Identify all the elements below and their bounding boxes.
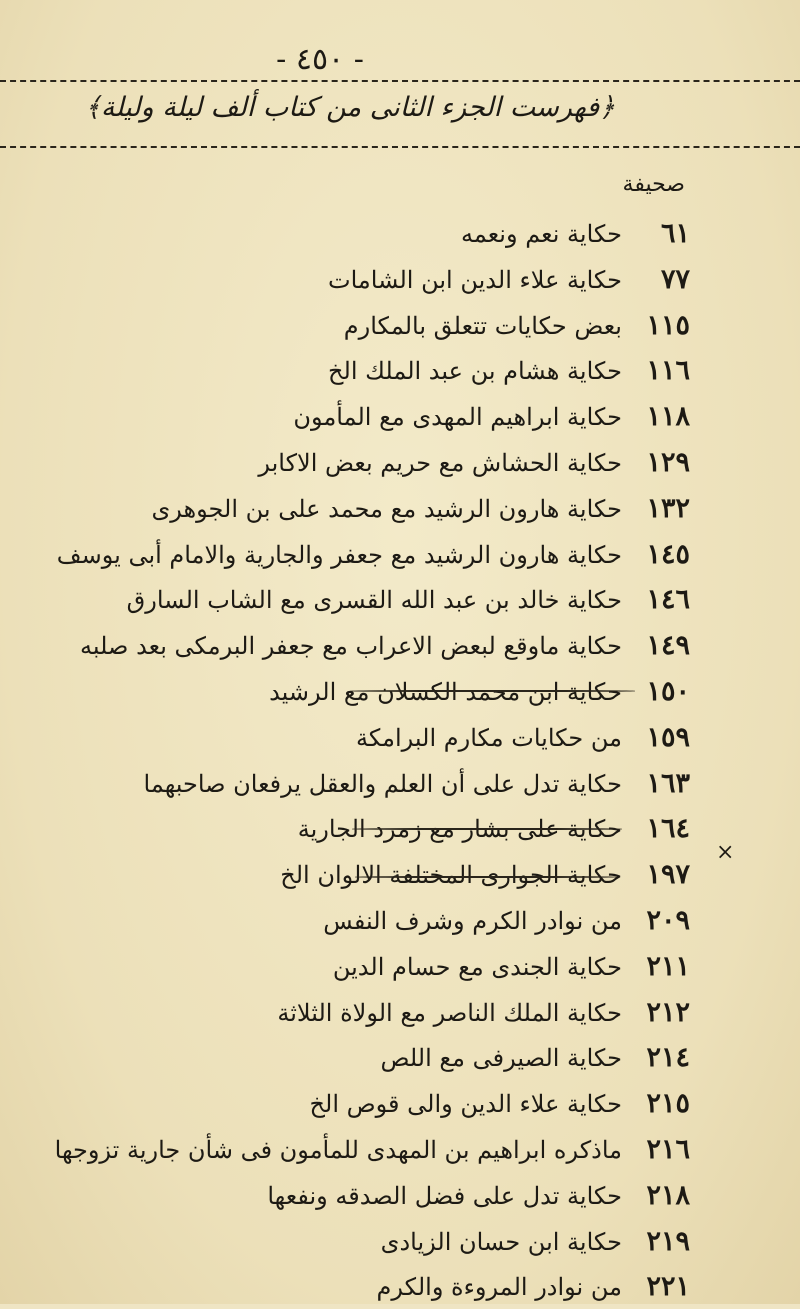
toc-entry [0, 899, 800, 943]
toc-entry [0, 1174, 800, 1218]
toc-entry-title: حكاية على بشار مع زمرد الجارية [297, 815, 622, 844]
toc-entry-title: حكاية علاء الدين والى قوص الخ [309, 1090, 622, 1119]
toc-page-number: ٢١٩ [646, 1225, 690, 1257]
toc-page-number: ١١٨ [646, 401, 690, 433]
table-of-contents [0, 212, 800, 1303]
toc-entry-title: من نوادر الكرم وشرف النفس [323, 907, 622, 935]
toc-entry-title: حكاية خالد بن عبد الله القسرى مع الشاب السارق [126, 586, 622, 615]
toc-entry [0, 716, 800, 760]
toc-page-number: ١٢٩ [646, 447, 690, 478]
toc-page-number: ٢١٢ [646, 996, 690, 1028]
toc-entry [0, 441, 800, 485]
toc-entry-title: حكاية ابراهيم المهدى مع المأمون [293, 403, 622, 432]
top-dashed-rule [0, 80, 800, 82]
toc-page-number: ١٣٢ [646, 492, 690, 524]
toc-page-number: ٦١ [660, 218, 690, 249]
toc-entry [0, 1082, 800, 1126]
toc-entry-title: حكاية هارون الرشيد مع محمد على بن الجوهرى [151, 494, 622, 523]
toc-entry [0, 1220, 800, 1264]
toc-entry [0, 212, 800, 256]
page-column-header: صحيفة [622, 172, 685, 197]
toc-entry [0, 304, 800, 348]
toc-page-number: ١٦٣ [646, 767, 690, 799]
toc-page-number: ٢١١ [646, 950, 690, 982]
toc-page-number: ٢١٥ [646, 1088, 690, 1120]
toc-entry-title: حكاية الحشاش مع حريم بعض الاكابر [258, 449, 622, 477]
toc-entry-title: ماذكره ابراهيم بن المهدى للمأمون فى شأن جارية تزوجها [54, 1136, 622, 1164]
bottom-dashed-rule [0, 146, 800, 148]
toc-entry-title: من نوادر المروءة والكرم [376, 1273, 622, 1302]
toc-entry [0, 487, 800, 531]
margin-cross-mark: × [716, 840, 735, 865]
toc-page-number: ١٤٩ [646, 630, 690, 662]
toc-page-number: ١١٥ [646, 309, 690, 341]
toc-entry-title: حكاية ابن حسان الزيادى [380, 1227, 622, 1256]
toc-entry [0, 1036, 800, 1080]
toc-entry [0, 762, 800, 806]
index-title: ﴿فهرست الجزء الثانى من كتاب ألف ليلة وليلة﴾ [85, 92, 615, 123]
toc-entry-title: حكاية تدل على فضل الصدقه ونفعها [267, 1181, 622, 1210]
toc-entry-title: حكاية الجوارى المختلفة الالوان الخ [280, 861, 622, 890]
toc-entry-title: حكاية هارون الرشيد مع جعفر والجارية والامام أبى يوسف [56, 540, 622, 569]
pen-underline [350, 690, 635, 692]
toc-entry [0, 991, 800, 1035]
toc-entry-title: حكاية الجندى مع حسام الدين [332, 952, 622, 981]
page-number: - ٤٥٠ - [276, 42, 364, 77]
toc-entry [0, 258, 800, 302]
toc-entry-title: حكاية هشام بن عبد الملك الخ [328, 357, 622, 386]
toc-entry [0, 624, 800, 668]
toc-entry-title: من حكايات مكارم البرامكة [356, 723, 622, 752]
toc-entry-title: حكاية علاء الدين ابن الشامات [328, 265, 622, 294]
toc-entry [0, 349, 800, 393]
toc-entry [0, 578, 800, 622]
pen-underline [352, 828, 622, 830]
toc-entry [0, 945, 800, 989]
toc-entry-title: حكاية تدل على أن العلم والعقل يرفعان صاحبهما [143, 769, 622, 798]
toc-page-number: ٢١٦ [646, 1134, 690, 1165]
toc-page-number: ١٤٥ [646, 538, 690, 570]
pen-underline [355, 876, 617, 878]
toc-entry-title: حكاية ماوقع لبعض الاعراب مع جعفر البرمكى بعد صلبه [80, 632, 622, 661]
toc-entry [0, 1265, 800, 1309]
toc-entry-title: حكاية الملك الناصر مع الولاة الثلاثة [277, 998, 622, 1027]
toc-page-number: ١٥٩ [646, 721, 690, 753]
toc-page-number: ١٤٦ [646, 584, 690, 616]
toc-page-number: ١٦٤ [646, 813, 690, 845]
toc-entry-title: حكاية نعم ونعمه [460, 220, 622, 248]
toc-page-number: ١٩٧ [646, 859, 690, 891]
toc-page-number: ١١٦ [646, 355, 690, 387]
toc-entry [0, 395, 800, 439]
toc-page-number: ٧٧ [660, 263, 690, 295]
toc-entry-title: حكاية ابن محمد الكسلان مع الرشيد [269, 678, 622, 706]
toc-entry [0, 533, 800, 577]
toc-entry-title: حكاية الصيرفى مع اللص [380, 1044, 622, 1073]
toc-entry [0, 670, 800, 714]
toc-page-number: ٢١٤ [646, 1042, 690, 1074]
toc-page-number: ١٥٠ [646, 676, 690, 707]
toc-entry [0, 1128, 800, 1172]
toc-entry-title: بعض حكايات تتعلق بالمكارم [343, 311, 622, 340]
toc-page-number: ٢١٨ [646, 1179, 690, 1211]
toc-page-number: ٢٠٩ [646, 905, 690, 936]
toc-page-number: ٢٢١ [646, 1271, 690, 1303]
